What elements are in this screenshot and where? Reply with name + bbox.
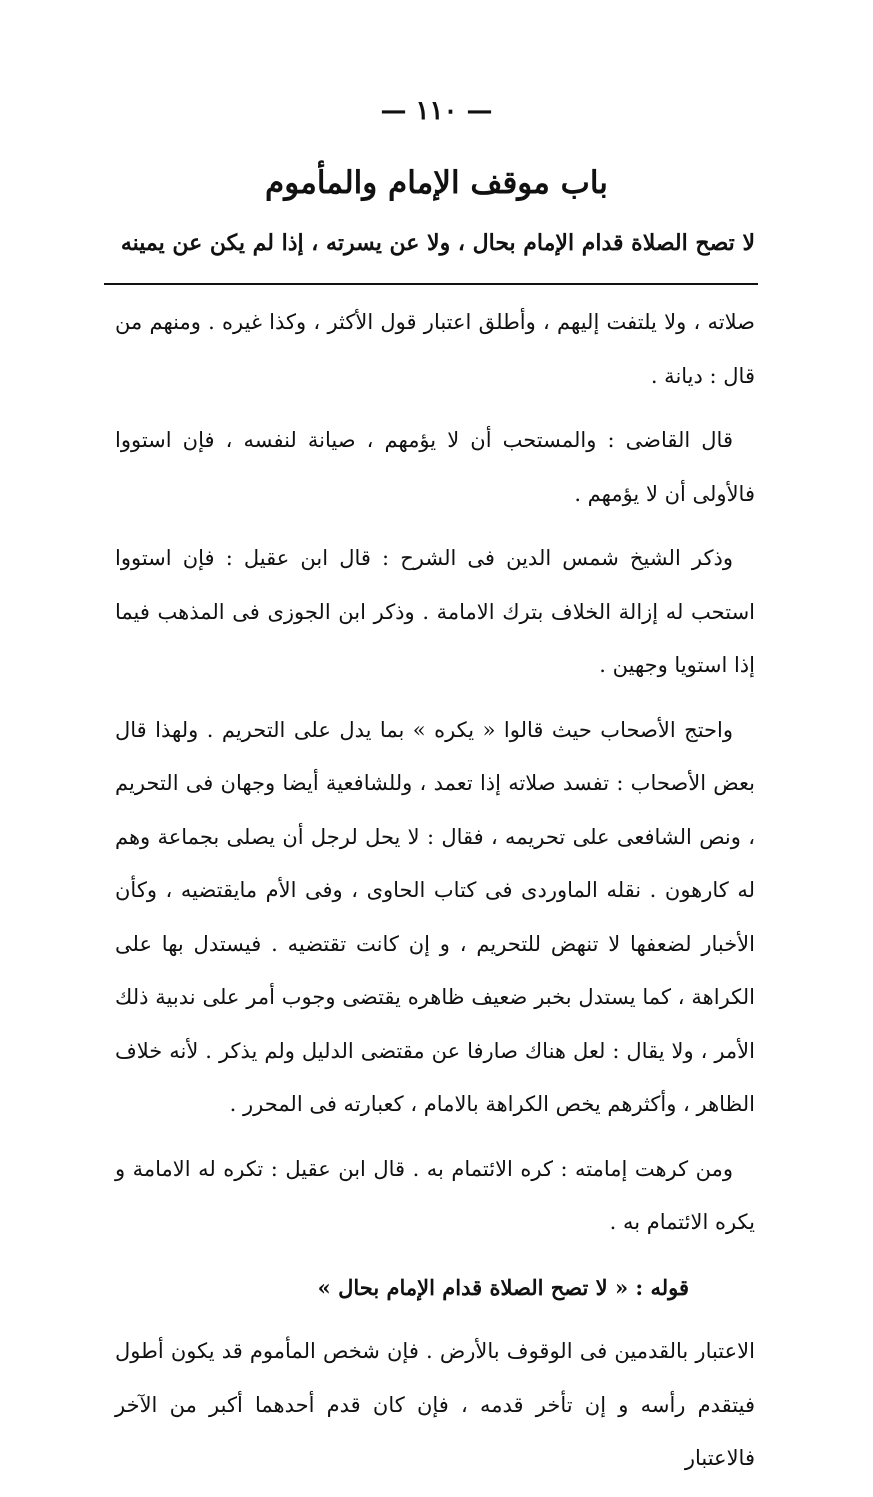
commentary-body	[115, 296, 755, 1497]
paragraph: الاعتبار بالقدمين فى الوقوف بالأرض . فإن شخص المأموم قد يكون أطول فيتقدم رأسه و إن تأخر قدمه ، فإن كان قدم أحدهما أكبر من الآخر فالاعتبار	[115, 1339, 755, 1470]
matn-text: لا تصح الصلاة قدام الإمام بحال ، ولا عن يسرته ، إذا لم يكن عن يمينه	[120, 230, 755, 256]
paragraph: صلاته ، ولا يلتفت إليهم ، وأطلق اعتبار قول الأكثر ، وكذا غيره . ومنهم من قال : ديانة .	[115, 310, 755, 388]
chapter-title: باب موقف الإمام والمأموم	[265, 165, 608, 201]
paragraph: واحتج الأصحاب حيث قالوا « يكره » بما يدل على التحريم . ولهذا قال بعض الأصحاب : تفسد صلاته إذا تعمد ، وللشافعية أيضا وجهان فى التحريم ، ونص الشافعى على تحريمه ، فقال : لا يحل لرجل أن يصلى بجماعة وهم له كارهون . نقله الماوردى فى كتاب الحاوى ، وفى الأم مايقتضيه ، وكأن الأخبار لضعفها لا تنهض للتحريم ، و إن كانت تقتضيه . فيستدل بها على الكراهة ، كما يستدل بخبر ضعيف ظاهره يقتضى وجوب أمر على ندبية ذلك الأمر ، ولا يقال : لعل هناك صارفا عن مقتضى الدليل ولم يذكر . لأنه خلاف الظاهر ، وأكثرهم يخص الكراهة بالامام ، كعبارته فى المحرر .	[115, 717, 755, 1116]
paragraph: قال القاضى : والمستحب أن لا يؤمهم ، صيانة لنفسه ، فإن استووا فالأولى أن لا يؤمهم .	[115, 428, 755, 506]
paragraph: ومن كرهت إمامته : كره الائتمام به . قال ابن عقيل : تكره له الامامة و يكره الائتمام به .	[115, 1156, 755, 1234]
quoted-heading: قوله : « لا تصح الصلاة قدام الإمام بحال »	[317, 1274, 689, 1300]
paragraph: وذكر الشيخ شمس الدين فى الشرح : قال ابن عقيل : فإن استووا استحب له إزالة الخلاف بترك الامامة . وذكر ابن الجوزى فى المذهب فيما إذا استويا وجهين .	[115, 546, 755, 677]
divider-line	[104, 283, 758, 285]
page-number: — ١١٠ —	[380, 96, 493, 126]
